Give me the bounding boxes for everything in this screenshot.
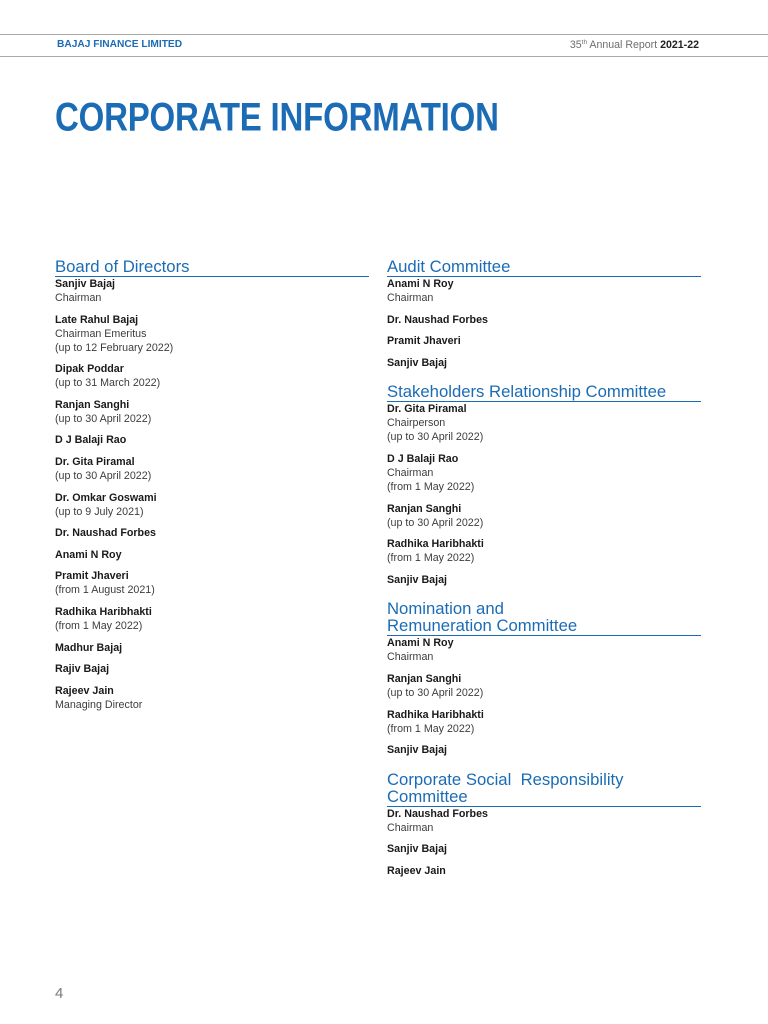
report-label: Annual Report (589, 39, 658, 51)
section-heading-line: Corporate Social Responsibility (387, 769, 624, 789)
member-entry (55, 605, 369, 633)
report-ordinal: th (581, 39, 588, 46)
member-entry (387, 864, 701, 878)
section-heading-line: Remuneration Committee (387, 616, 578, 636)
header-top-rule (0, 34, 768, 35)
member-entry (387, 356, 701, 370)
member-entry (387, 573, 701, 587)
page-title: CORPORATE INFORMATION (55, 94, 499, 139)
member-name: Anami N Roy (387, 637, 454, 650)
member-entry (387, 452, 701, 494)
member-detail: Chairman (387, 651, 434, 664)
member-name: Ranjan Sanghi (387, 672, 462, 685)
member-detail: (up to 30 April 2022) (55, 469, 152, 482)
report-number: 35 (569, 39, 582, 51)
member-entry (387, 537, 701, 565)
member-entry (55, 641, 369, 655)
section-heading-line: Stakeholders Relationship Committee (387, 382, 667, 402)
member-name: Anami N Roy (387, 278, 454, 290)
header-bottom-rule (0, 56, 768, 57)
member-entry (55, 662, 369, 676)
company-name: BAJAJ FINANCE LIMITED (57, 39, 183, 50)
member-name: Dr. Naushad Forbes (387, 313, 488, 326)
member-entry (55, 277, 369, 305)
member-entry (387, 672, 701, 700)
member-name: Pramit Jhaveri (387, 335, 461, 348)
member-detail: (up to 30 April 2022) (387, 431, 484, 444)
member-detail: (from 1 May 2022) (55, 619, 143, 632)
member-name: Ranjan Sanghi (387, 502, 462, 515)
member-name: Anami N Roy (55, 548, 122, 561)
member-detail: (from 1 May 2022) (387, 722, 475, 735)
member-name: D J Balaji Rao (55, 434, 127, 447)
section-nomination-and-remuneration-committee (387, 594, 701, 757)
member-entry (55, 455, 369, 483)
section-heading-line: Committee (387, 786, 468, 806)
member-entry (55, 398, 369, 426)
member-detail: Chairman (55, 292, 102, 304)
section-audit-committee (387, 258, 701, 370)
section-corporate-social-responsibility-committee (387, 765, 701, 878)
member-detail: (up to 30 April 2022) (387, 516, 484, 529)
member-entry (387, 334, 701, 348)
section-heading (387, 771, 701, 807)
member-entry (55, 313, 369, 355)
member-name: Sanjiv Bajaj (55, 278, 115, 290)
member-name: Rajiv Bajaj (55, 663, 110, 676)
member-name: D J Balaji Rao (387, 452, 459, 465)
member-name: Dr. Naushad Forbes (55, 527, 156, 540)
member-name: Dr. Omkar Goswami (55, 491, 157, 504)
report-year: 2021-22 (660, 39, 699, 51)
member-name: Dr. Naushad Forbes (387, 807, 488, 820)
section-heading-line: Nomination and (387, 599, 504, 619)
member-entry (55, 433, 369, 447)
member-detail: (from 1 May 2022) (387, 552, 475, 565)
member-entry (55, 548, 369, 562)
member-detail: (from 1 May 2022) (387, 480, 475, 493)
member-name: Sanjiv Bajaj (387, 573, 447, 586)
section-stakeholders-relationship-committee (387, 377, 701, 586)
member-entry (387, 708, 701, 736)
section-board-of-directors (55, 258, 369, 712)
member-entry (387, 636, 701, 664)
report-title (570, 39, 699, 51)
member-detail: (up to 30 April 2022) (55, 412, 152, 425)
member-name: Madhur Bajaj (55, 641, 123, 654)
member-detail: Managing Director (55, 698, 143, 711)
member-entry (387, 402, 701, 444)
member-name: Sanjiv Bajaj (387, 744, 447, 757)
member-name: Late Rahul Bajaj (55, 313, 139, 326)
member-entry (387, 502, 701, 530)
member-entry (55, 362, 369, 390)
member-name: Rajeev Jain (55, 684, 114, 697)
member-entry (387, 807, 701, 835)
member-detail: (up to 12 February 2022) (55, 341, 174, 354)
left-column (55, 258, 369, 719)
member-name: Sanjiv Bajaj (387, 843, 447, 856)
section-heading (387, 600, 701, 636)
member-detail: (up to 9 July 2021) (55, 505, 144, 518)
member-detail: Chairman (387, 292, 434, 304)
member-entry (387, 277, 701, 305)
member-detail: (up to 31 March 2022) (55, 377, 161, 390)
member-name: Radhika Haribhakti (387, 708, 484, 721)
section-heading (387, 383, 701, 402)
member-entry (55, 569, 369, 597)
member-name: Pramit Jhaveri (55, 570, 129, 583)
member-entry (55, 491, 369, 519)
member-entry (387, 313, 701, 327)
member-name: Radhika Haribhakti (387, 538, 484, 551)
member-name: Sanjiv Bajaj (387, 356, 447, 369)
member-name: Dr. Gita Piramal (387, 403, 467, 416)
member-detail: Chairman (387, 821, 434, 834)
member-entry (387, 743, 701, 757)
member-detail: Chairman (387, 466, 434, 479)
right-column (387, 258, 701, 886)
section-heading-line: Audit Committee (387, 257, 511, 276)
member-name: Ranjan Sanghi (55, 398, 130, 411)
member-entry (55, 684, 369, 712)
member-entry (387, 842, 701, 856)
member-detail: Chairman Emeritus (55, 327, 147, 340)
page-number: 4 (55, 985, 64, 1002)
member-detail: (from 1 August 2021) (55, 584, 155, 597)
member-name: Dr. Gita Piramal (55, 455, 135, 468)
member-name: Radhika Haribhakti (55, 605, 152, 618)
member-name: Dipak Poddar (55, 363, 124, 376)
section-heading (387, 258, 701, 277)
member-detail: (up to 30 April 2022) (387, 686, 484, 699)
section-heading-line: Board of Directors (55, 257, 190, 276)
member-name: Rajeev Jain (387, 864, 446, 877)
member-entry (55, 526, 369, 540)
section-heading (55, 258, 369, 277)
member-detail: Chairperson (387, 417, 446, 430)
